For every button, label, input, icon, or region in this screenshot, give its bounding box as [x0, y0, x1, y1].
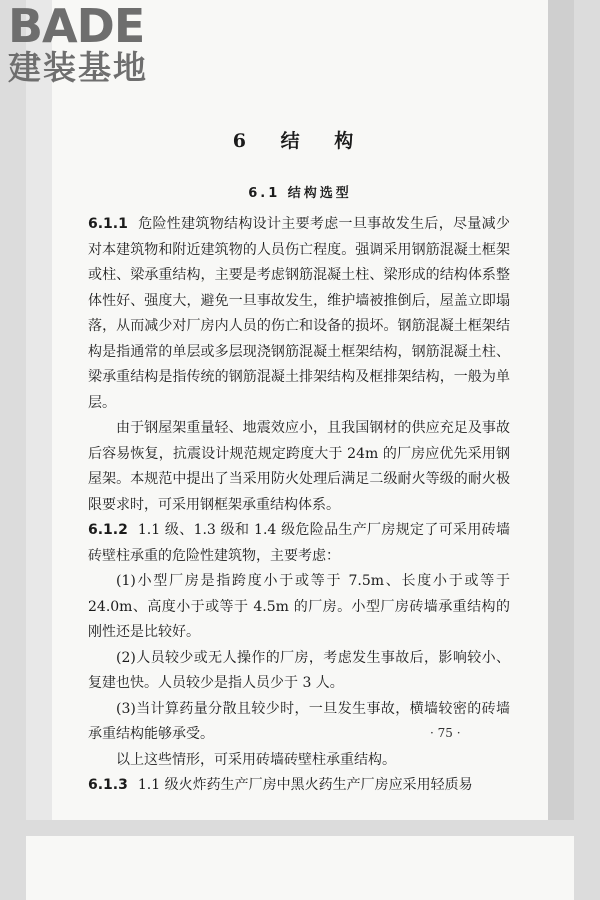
paragraph-text: (2)人员较少或无人操作的厂房，考虑发生事故后，影响较小、复建也快。人员较少是指人员少于 3 人。 [88, 649, 510, 691]
body-text [88, 212, 510, 799]
clause-number: 6.1.1 [88, 216, 128, 232]
paragraph [88, 518, 510, 569]
watermark-logo [8, 2, 148, 86]
paragraph-text: (1)小型厂房是指跨度小于或等于 7.5m、长度小于或等于 24.0m、高度小于或等于 4.5m 的厂房。小型厂房砖墙承重结构的刚性还是比较好。 [88, 573, 510, 640]
page-margin-right [548, 0, 574, 820]
paragraph-text: 1.1 级、1.3 级和 1.4 级危险品生产厂房规定了可采用砖墙砖壁柱承重的危险性建筑物，主要考虑： [88, 522, 510, 564]
next-page-edge [26, 836, 574, 900]
page-number: · 75 · [430, 726, 461, 740]
paragraph-text: 由于钢屋架重量轻、地震效应小，且我国钢材的供应充足及事故后容易恢复，抗震设计规范规定跨度大于 24m 的厂房应优先采用钢屋架。本规范中提出了当采用防火处理后满足二级耐火等级的耐火极限要求时，可采用钢框架承重结构体系。 [88, 420, 510, 513]
paragraph [88, 773, 510, 799]
paragraph [88, 212, 510, 416]
clause-number: 6.1.2 [88, 522, 128, 538]
page-margin-left [26, 0, 52, 820]
paragraph-text: 1.1 级火炸药生产厂房中黑火药生产厂房应采用轻质易 [137, 777, 473, 793]
clause-number: 6.1.3 [88, 777, 128, 793]
paragraph [88, 748, 510, 774]
paragraph [88, 569, 510, 646]
section-title: 6.1 结构选型 [248, 186, 352, 201]
logo-text-en: BADE [8, 0, 145, 53]
paragraph-text: (3)当计算药量分散且较少时，一旦发生事故，横墙较密的砖墙承重结构能够承受。 [88, 700, 510, 742]
paragraph-text: 危险性建筑物结构设计主要考虑一旦事故发生后，尽量减少对本建筑物和附近建筑物的人员伤亡程度。强调采用钢筋混凝土框架或柱、梁承重结构，主要是考虑钢筋混凝土柱、梁形成的结构体系整体性好、强度大，避免一旦事故发生，维护墙被推倒后，屋盖立即塌落，从而减少对厂房内人员的伤亡和设备的损坏。钢筋混凝土框架结构是指通常的单层或多层现浇钢筋混凝土框架结构，钢筋混凝土柱、梁承重结构是指传统的钢筋混凝土排架结构及框排架结构，一般为单层。 [88, 216, 510, 411]
paragraph [88, 646, 510, 697]
paragraph-text: 以上这些情形，可采用砖墙砖壁柱承重结构。 [116, 751, 396, 768]
logo-text-cn: 建装基地 [8, 48, 148, 87]
paragraph [88, 416, 510, 518]
chapter-title: 6 结 构 [232, 130, 368, 152]
